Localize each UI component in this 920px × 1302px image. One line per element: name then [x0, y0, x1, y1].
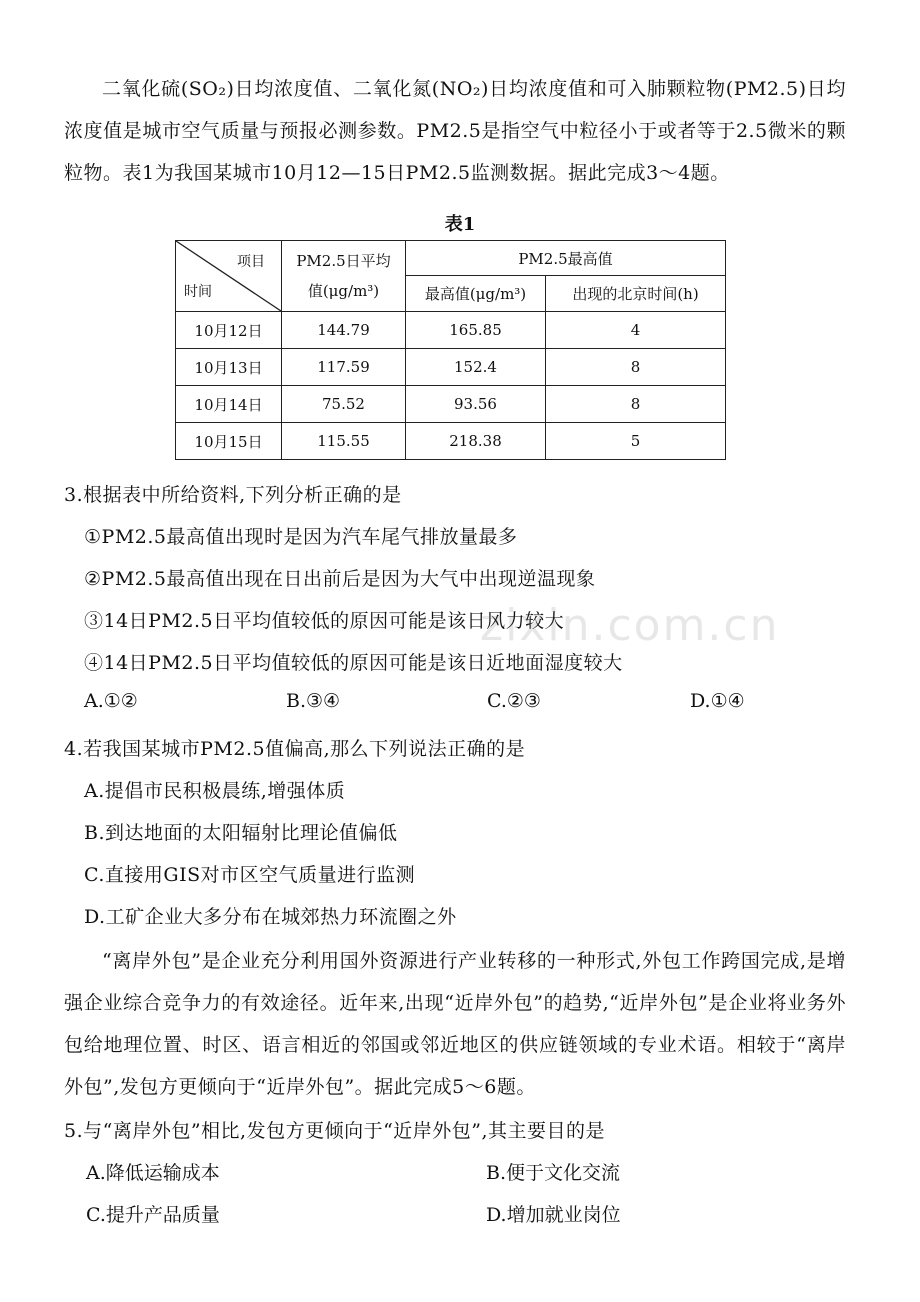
q3-statement-3: ③14日PM2.5日平均值较低的原因可能是该日风力较大 — [84, 610, 565, 632]
cell-hour: 8 — [546, 349, 726, 386]
table-row — [176, 386, 726, 423]
q3-stem: 3.根据表中所给资料,下列分析正确的是 — [64, 484, 402, 506]
diag-header-time: 时间 — [184, 284, 212, 300]
q3-option-b: B.③④ — [286, 690, 341, 712]
header-max-group: PM2.5最高值 — [406, 241, 726, 276]
q4-option-d: D.工矿企业大多分布在城郊热力环流圈之外 — [84, 906, 457, 928]
cell-max: 218.38 — [406, 423, 546, 460]
q5-option-c: C.提升产品质量 — [86, 1204, 220, 1226]
cell-avg: 115.55 — [282, 423, 406, 460]
q3-option-d: D.①④ — [690, 690, 745, 712]
header-max-value: 最高值(μg/m³) — [406, 276, 546, 312]
intro-passage-2: “离岸外包”是企业充分利用国外资源进行产业转移的一种形式,外包工作跨国完成,是增强企业综合竞争力的有效途径。近年来,出现“近岸外包”的趋势,“近岸外包”是企业将业务外包给地理位置、时区、语言相近的邻国或邻近地区的供应链领域的专业术语。相较于“离岸外包”,发包方更倾向于“近岸外包”。据此完成5～6题。 — [64, 950, 846, 1098]
diag-header-item: 项目 — [237, 254, 265, 270]
header-avg: PM2.5日平均值(μg/m³) — [282, 241, 406, 312]
cell-date: 10月13日 — [176, 349, 282, 386]
cell-hour: 5 — [546, 423, 726, 460]
cell-avg: 117.59 — [282, 349, 406, 386]
cell-avg: 75.52 — [282, 386, 406, 423]
header-max-time: 出现的北京时间(h) — [546, 276, 726, 312]
q5-option-d: D.增加就业岗位 — [486, 1204, 621, 1226]
q4-stem: 4.若我国某城市PM2.5值偏高,那么下列说法正确的是 — [64, 738, 526, 760]
q5-option-a: A.降低运输成本 — [86, 1162, 220, 1184]
table-caption: 表1 — [444, 214, 476, 235]
q3-statement-2: ②PM2.5最高值出现在日出前后是因为大气中出现逆温现象 — [84, 568, 596, 590]
cell-hour: 8 — [546, 386, 726, 423]
q4-option-a: A.提倡市民积极晨练,增强体质 — [84, 780, 346, 802]
q5-stem: 5.与“离岸外包”相比,发包方更倾向于“近岸外包”,其主要目的是 — [64, 1120, 606, 1142]
q3-statement-1: ①PM2.5最高值出现时是因为汽车尾气排放量最多 — [84, 526, 518, 548]
watermark: zixin.com.cn — [480, 600, 780, 651]
q4-option-c: C.直接用GIS对市区空气质量进行监测 — [84, 864, 416, 886]
cell-max: 152.4 — [406, 349, 546, 386]
cell-date: 10月12日 — [176, 312, 282, 349]
table-row — [176, 349, 726, 386]
cell-max: 93.56 — [406, 386, 546, 423]
table-row — [176, 423, 726, 460]
intro-passage-1: 二氧化硫(SO₂)日均浓度值、二氧化氮(NO₂)日均浓度值和可入肺颗粒物(PM2.5)日均浓度值是城市空气质量与预报必测参数。PM2.5是指空气中粒径小于或者等于2.5微米的颗粒物。表1为我国某城市10月12—15日PM2.5监测数据。据此完成3～4题。 — [64, 78, 846, 184]
q3-option-a: A.①② — [84, 690, 138, 712]
table-row — [176, 312, 726, 349]
table-diagonal-header-cell — [176, 241, 282, 312]
q5-option-b: B.便于文化交流 — [486, 1162, 621, 1184]
cell-date: 10月14日 — [176, 386, 282, 423]
q3-option-c: C.②③ — [487, 690, 541, 712]
cell-max: 165.85 — [406, 312, 546, 349]
q3-statement-4: ④14日PM2.5日平均值较低的原因可能是该日近地面湿度较大 — [84, 652, 623, 674]
cell-hour: 4 — [546, 312, 726, 349]
cell-avg: 144.79 — [282, 312, 406, 349]
q4-option-b: B.到达地面的太阳辐射比理论值偏低 — [84, 822, 398, 844]
pm25-data-table — [175, 240, 726, 460]
cell-date: 10月15日 — [176, 423, 282, 460]
